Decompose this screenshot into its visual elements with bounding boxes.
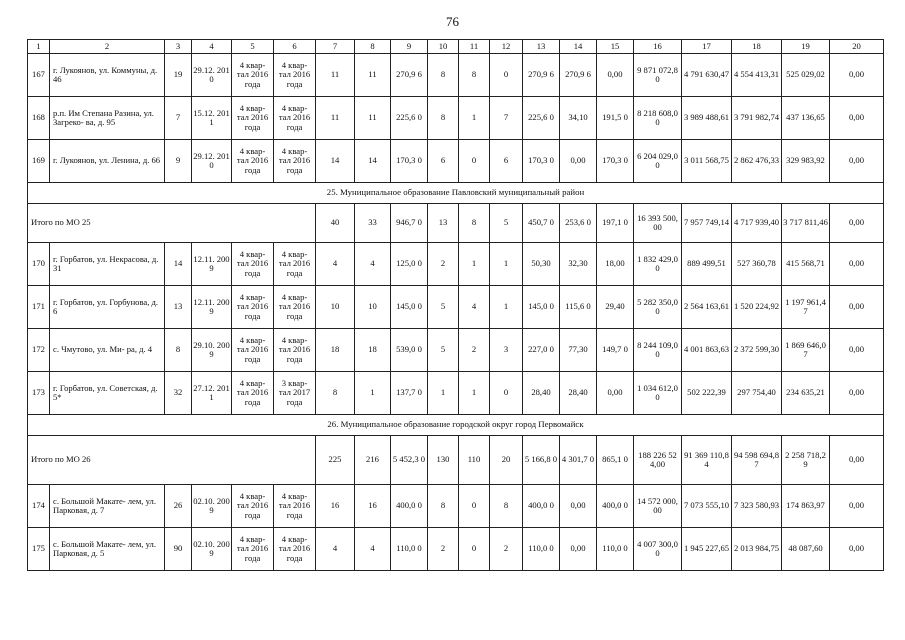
- table-cell: 0: [459, 528, 490, 571]
- table-cell: 525 029,02: [782, 54, 830, 97]
- table-cell: 1 869 646,07: [782, 329, 830, 372]
- table-cell: 28,40: [560, 372, 597, 415]
- table-cell: 0,00: [830, 329, 884, 372]
- table-cell: 8: [428, 97, 459, 140]
- table-cell: 29.12. 2010: [192, 54, 232, 97]
- table-cell: 7: [490, 97, 523, 140]
- column-header: 2: [50, 40, 165, 54]
- table-cell: 9 871 072,80: [634, 54, 682, 97]
- column-header: 3: [165, 40, 192, 54]
- table-cell: 77,30: [560, 329, 597, 372]
- total-cell: 130: [428, 436, 459, 485]
- table-cell: 29,40: [597, 286, 634, 329]
- address-cell: с. Большой Макате- лем, ул. Парковая, д. 7: [50, 485, 165, 528]
- total-cell: 188 226 524,00: [634, 436, 682, 485]
- table-cell: 0: [490, 372, 523, 415]
- table-cell: 0,00: [830, 243, 884, 286]
- table-cell: 502 222,39: [682, 372, 732, 415]
- table-cell: 400,0 0: [597, 485, 634, 528]
- table-cell: 1: [428, 372, 459, 415]
- table-row: [28, 286, 884, 329]
- table-cell: 225,6 0: [391, 97, 428, 140]
- table-cell: 3: [490, 329, 523, 372]
- total-cell: 225: [316, 436, 355, 485]
- row-number-cell: 173: [28, 372, 50, 415]
- table-cell: 8: [459, 54, 490, 97]
- table-cell: 0,00: [597, 372, 634, 415]
- table-cell: 4: [355, 243, 391, 286]
- table-cell: 115,6 0: [560, 286, 597, 329]
- table-cell: 225,6 0: [523, 97, 560, 140]
- table-row: [28, 329, 884, 372]
- table-cell: 4 квар- тал 2016 года: [232, 140, 274, 183]
- table-cell: 29.10. 2009: [192, 329, 232, 372]
- table-cell: 26: [165, 485, 192, 528]
- total-cell: 40: [316, 204, 355, 243]
- table-cell: 5: [428, 329, 459, 372]
- table-cell: 0,00: [560, 485, 597, 528]
- table-cell: 5: [428, 286, 459, 329]
- table-cell: 1 197 961,47: [782, 286, 830, 329]
- table-cell: 2: [490, 528, 523, 571]
- total-cell: 4 301,7 0: [560, 436, 597, 485]
- table-cell: 15.12. 2011: [192, 97, 232, 140]
- row-number-cell: 171: [28, 286, 50, 329]
- table-cell: 110,0 0: [597, 528, 634, 571]
- table-cell: 4: [459, 286, 490, 329]
- table-cell: 9: [165, 140, 192, 183]
- table-row: [28, 54, 884, 97]
- table-cell: 4: [355, 528, 391, 571]
- total-cell: 7 957 749,14: [682, 204, 732, 243]
- table-cell: 539,0 0: [391, 329, 428, 372]
- table-cell: 11: [316, 54, 355, 97]
- table-cell: 02.10. 2009: [192, 485, 232, 528]
- table-cell: 1: [459, 243, 490, 286]
- table-cell: 527 360,78: [732, 243, 782, 286]
- table-cell: 4 001 863,63: [682, 329, 732, 372]
- table-cell: 18: [355, 329, 391, 372]
- column-header: 14: [560, 40, 597, 54]
- table-cell: 1: [459, 372, 490, 415]
- housing-register-table: [27, 39, 884, 571]
- total-row: [28, 436, 884, 485]
- total-cell: 865,1 0: [597, 436, 634, 485]
- total-cell: 8: [459, 204, 490, 243]
- row-number-cell: 170: [28, 243, 50, 286]
- table-cell: 270,9 6: [560, 54, 597, 97]
- table-row: [28, 372, 884, 415]
- table-cell: 16: [355, 485, 391, 528]
- table-cell: 13: [165, 286, 192, 329]
- table-cell: 4 007 300,00: [634, 528, 682, 571]
- table-cell: 7: [165, 97, 192, 140]
- total-cell: 0,00: [830, 436, 884, 485]
- table-cell: 7 073 555,10: [682, 485, 732, 528]
- column-header: 6: [274, 40, 316, 54]
- column-header: 13: [523, 40, 560, 54]
- table-cell: 11: [355, 54, 391, 97]
- table-cell: 145,0 0: [523, 286, 560, 329]
- table-cell: 145,0 0: [391, 286, 428, 329]
- table-cell: 2 013 984,75: [732, 528, 782, 571]
- total-cell: 2 258 718,29: [782, 436, 830, 485]
- table-cell: 437 136,65: [782, 97, 830, 140]
- table-cell: 4 квар- тал 2016 года: [232, 97, 274, 140]
- table-cell: 0: [459, 485, 490, 528]
- table-cell: 16: [316, 485, 355, 528]
- column-header: 5: [232, 40, 274, 54]
- total-cell: 33: [355, 204, 391, 243]
- section-row: [28, 415, 884, 436]
- table-cell: 227,0 0: [523, 329, 560, 372]
- table-cell: 1 520 224,92: [732, 286, 782, 329]
- table-cell: 6 204 029,00: [634, 140, 682, 183]
- row-number-cell: 169: [28, 140, 50, 183]
- table-row: [28, 140, 884, 183]
- row-number-cell: 168: [28, 97, 50, 140]
- column-header: 15: [597, 40, 634, 54]
- table-cell: 4 квар- тал 2016 года: [274, 329, 316, 372]
- table-row: [28, 243, 884, 286]
- table-cell: 8: [428, 54, 459, 97]
- table-cell: 1 034 612,00: [634, 372, 682, 415]
- table-cell: 191,5 0: [597, 97, 634, 140]
- table-cell: 11: [316, 97, 355, 140]
- column-header: 8: [355, 40, 391, 54]
- table-cell: 1: [490, 243, 523, 286]
- table-cell: 14 572 000,00: [634, 485, 682, 528]
- column-header: 11: [459, 40, 490, 54]
- table-cell: 2: [428, 528, 459, 571]
- table-cell: 0,00: [830, 54, 884, 97]
- column-header: 9: [391, 40, 428, 54]
- table-cell: 329 983,92: [782, 140, 830, 183]
- column-header: 12: [490, 40, 523, 54]
- address-cell: г. Лукоянов, ул. Коммуны, д. 46: [50, 54, 165, 97]
- table-cell: 4 квар- тал 2016 года: [274, 286, 316, 329]
- table-cell: 0,00: [830, 97, 884, 140]
- table-cell: 4 квар- тал 2016 года: [274, 97, 316, 140]
- table-cell: 234 635,21: [782, 372, 830, 415]
- table-cell: 125,0 0: [391, 243, 428, 286]
- section-title: 25. Муниципальное образование Павловский муниципальный район: [28, 183, 884, 204]
- table-cell: 4 квар- тал 2016 года: [274, 528, 316, 571]
- table-cell: 1: [490, 286, 523, 329]
- column-header: 1: [28, 40, 50, 54]
- section-row: [28, 183, 884, 204]
- table-cell: 11: [355, 97, 391, 140]
- address-cell: с. Чмутово, ул. Ми- ра, д. 4: [50, 329, 165, 372]
- table-cell: 889 499,51: [682, 243, 732, 286]
- table-cell: 8: [316, 372, 355, 415]
- table-cell: 18: [316, 329, 355, 372]
- table-cell: 2 372 599,30: [732, 329, 782, 372]
- table-cell: 137,7 0: [391, 372, 428, 415]
- table-cell: 14: [316, 140, 355, 183]
- table-cell: 2 862 476,33: [732, 140, 782, 183]
- total-cell: 253,6 0: [560, 204, 597, 243]
- total-cell: 197,1 0: [597, 204, 634, 243]
- table-cell: 0: [459, 140, 490, 183]
- table-cell: 170,3 0: [523, 140, 560, 183]
- table-cell: 4: [316, 528, 355, 571]
- table-cell: 8 244 109,00: [634, 329, 682, 372]
- page-number: 76: [446, 14, 459, 29]
- table-cell: 34,10: [560, 97, 597, 140]
- total-label: Итого по МО 25: [28, 204, 316, 243]
- table-row: [28, 528, 884, 571]
- total-label: Итого по МО 26: [28, 436, 316, 485]
- row-number-cell: 175: [28, 528, 50, 571]
- table-cell: 1: [459, 97, 490, 140]
- table-cell: 149,7 0: [597, 329, 634, 372]
- table-cell: 8: [490, 485, 523, 528]
- table-cell: 4 квар- тал 2016 года: [232, 528, 274, 571]
- table-cell: 4 квар- тал 2016 года: [274, 54, 316, 97]
- table-cell: 0: [490, 54, 523, 97]
- section-title: 26. Муниципальное образование городской округ город Первомайск: [28, 415, 884, 436]
- table-cell: 10: [355, 286, 391, 329]
- table-cell: 29.12. 2010: [192, 140, 232, 183]
- total-cell: 20: [490, 436, 523, 485]
- table-cell: 8: [165, 329, 192, 372]
- total-cell: 0,00: [830, 204, 884, 243]
- table-cell: 6: [428, 140, 459, 183]
- table-cell: 110,0 0: [391, 528, 428, 571]
- table-cell: 02.10. 2009: [192, 528, 232, 571]
- table-cell: 1 832 429,00: [634, 243, 682, 286]
- address-cell: г. Горбатов, ул. Советская, д. 5*: [50, 372, 165, 415]
- table-cell: 2: [459, 329, 490, 372]
- column-number-row: [28, 40, 884, 54]
- table-cell: 170,3 0: [391, 140, 428, 183]
- table-cell: 3 011 568,75: [682, 140, 732, 183]
- table-cell: 5 282 350,00: [634, 286, 682, 329]
- table-cell: 4 квар- тал 2016 года: [274, 485, 316, 528]
- column-header: 20: [830, 40, 884, 54]
- table-cell: 19: [165, 54, 192, 97]
- table-cell: 28,40: [523, 372, 560, 415]
- table-cell: 3 989 488,61: [682, 97, 732, 140]
- table-cell: 8: [428, 485, 459, 528]
- table-cell: 0,00: [560, 528, 597, 571]
- table-cell: 48 087,60: [782, 528, 830, 571]
- table-cell: 4 квар- тал 2016 года: [232, 372, 274, 415]
- table-cell: 0,00: [830, 140, 884, 183]
- table-cell: 1 945 227,65: [682, 528, 732, 571]
- table-cell: 4: [316, 243, 355, 286]
- row-number-cell: 167: [28, 54, 50, 97]
- table-cell: 270,9 6: [523, 54, 560, 97]
- table-cell: 7 323 580,93: [732, 485, 782, 528]
- total-cell: 91 369 110,84: [682, 436, 732, 485]
- address-cell: с. Большой Макате- лем, ул. Парковая, д. 5: [50, 528, 165, 571]
- total-cell: 5: [490, 204, 523, 243]
- table-cell: 4 квар- тал 2016 года: [274, 140, 316, 183]
- address-cell: г. Горбатов, ул. Некрасова, д. 31: [50, 243, 165, 286]
- total-cell: 16 393 500,00: [634, 204, 682, 243]
- table-cell: 4 квар- тал 2016 года: [232, 286, 274, 329]
- total-cell: 94 598 694,87: [732, 436, 782, 485]
- table-cell: 174 863,97: [782, 485, 830, 528]
- column-header: 7: [316, 40, 355, 54]
- table-cell: 0,00: [560, 140, 597, 183]
- table-row: [28, 485, 884, 528]
- table-cell: 297 754,40: [732, 372, 782, 415]
- table-cell: 14: [355, 140, 391, 183]
- table-cell: 3 791 982,74: [732, 97, 782, 140]
- table-cell: 8 218 608,00: [634, 97, 682, 140]
- table-cell: 27.12. 2011: [192, 372, 232, 415]
- table-cell: 0,00: [830, 372, 884, 415]
- column-header: 18: [732, 40, 782, 54]
- table-cell: 170,3 0: [597, 140, 634, 183]
- table-cell: 4 квар- тал 2016 года: [232, 243, 274, 286]
- table-cell: 50,30: [523, 243, 560, 286]
- table-cell: 0,00: [830, 286, 884, 329]
- table-cell: 4 554 413,31: [732, 54, 782, 97]
- total-cell: 4 717 939,40: [732, 204, 782, 243]
- table-cell: 1: [355, 372, 391, 415]
- column-header: 4: [192, 40, 232, 54]
- column-header: 17: [682, 40, 732, 54]
- table-cell: 32: [165, 372, 192, 415]
- table-cell: 2: [428, 243, 459, 286]
- table-cell: 0,00: [597, 54, 634, 97]
- table-cell: 90: [165, 528, 192, 571]
- address-cell: г. Лукоянов, ул. Ленина, д. 66: [50, 140, 165, 183]
- address-cell: р.п. Им Степана Разина, ул. Загреко- ва, д. 95: [50, 97, 165, 140]
- table-row: [28, 97, 884, 140]
- row-number-cell: 174: [28, 485, 50, 528]
- total-cell: 216: [355, 436, 391, 485]
- table-cell: 3 квар- тал 2017 года: [274, 372, 316, 415]
- total-cell: 5 166,8 0: [523, 436, 560, 485]
- total-cell: 450,7 0: [523, 204, 560, 243]
- table-cell: 400,0 0: [391, 485, 428, 528]
- table-cell: 110,0 0: [523, 528, 560, 571]
- table-cell: 400,0 0: [523, 485, 560, 528]
- table-cell: 14: [165, 243, 192, 286]
- total-cell: 13: [428, 204, 459, 243]
- column-header: 19: [782, 40, 830, 54]
- table-cell: 32,30: [560, 243, 597, 286]
- table-cell: 270,9 6: [391, 54, 428, 97]
- row-number-cell: 172: [28, 329, 50, 372]
- table-cell: 18,00: [597, 243, 634, 286]
- address-cell: г. Горбатов, ул. Горбунова, д. 6: [50, 286, 165, 329]
- total-cell: 5 452,3 0: [391, 436, 428, 485]
- column-header: 10: [428, 40, 459, 54]
- table-cell: 4 791 630,47: [682, 54, 732, 97]
- table-cell: 4 квар- тал 2016 года: [232, 54, 274, 97]
- table-cell: 6: [490, 140, 523, 183]
- total-cell: 946,7 0: [391, 204, 428, 243]
- table-cell: 4 квар- тал 2016 года: [232, 329, 274, 372]
- table-cell: 4 квар- тал 2016 года: [274, 243, 316, 286]
- table-body: [28, 40, 884, 571]
- table-cell: 2 564 163,61: [682, 286, 732, 329]
- column-header: 16: [634, 40, 682, 54]
- table-cell: 0,00: [830, 485, 884, 528]
- table-cell: 12.11. 2009: [192, 243, 232, 286]
- table-cell: 0,00: [830, 528, 884, 571]
- total-cell: 110: [459, 436, 490, 485]
- total-row: [28, 204, 884, 243]
- total-cell: 3 717 811,46: [782, 204, 830, 243]
- table-cell: 12.11. 2009: [192, 286, 232, 329]
- table-cell: 10: [316, 286, 355, 329]
- table-cell: 4 квар- тал 2016 года: [232, 485, 274, 528]
- table-cell: 415 568,71: [782, 243, 830, 286]
